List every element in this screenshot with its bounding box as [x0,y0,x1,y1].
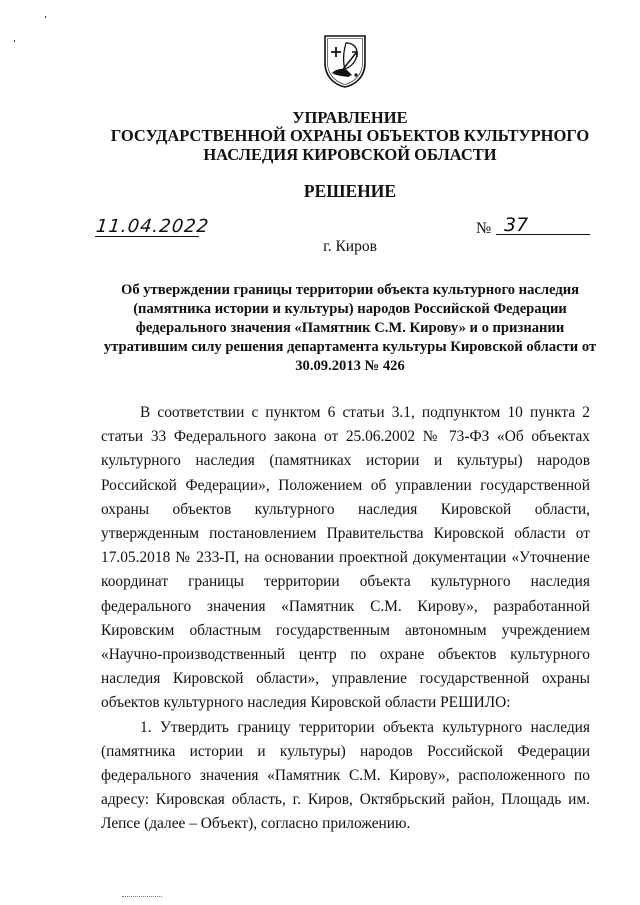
body-paragraph-preamble: В соответствии с пунктом 6 статьи 3.1, подпунктом 10 пункта 2 статьи 33 Федерального закона от 25.06.2002 № 73-ФЗ «Об объектах культурного наследия (памятниках истории и культуры) народов Российской Федерации», Положением об управлении государственной охраны объектов культурного наследия Кировской области, утвержденным постановлением Правительства Кировской области от 17.05.2018 № 233-П, на основании проектной документации «Уточнение координат границы территории объекта культурного наследия федерального значения «Памятник С.М. Кирову», разработанной Кировским областным государственным автономным учреждением «Научно-производственный центр по охране объектов культурного наследия Кировской области», управление государственной охраны объектов культурного наследия Кировской области РЕШИЛО: [101,404,590,712]
org-name-line1: УПРАВЛЕНИЕ [292,108,408,127]
decision-body [101,401,590,837]
org-name-line2: ГОСУДАРСТВЕННОЙ ОХРАНЫ ОБЪЕКТОВ КУЛЬТУРНОГО [110,126,590,145]
document-type-title: РЕШЕНИЕ [303,181,397,201]
number-label: № [476,220,492,237]
decision-subject: Об утверждении границы территории объекта культурного наследия (памятника истории и культуры) народов Российской Федерации федерального значения «Памятник С.М. Кирову» и о признании утратившим силу решения департамента культуры Кировской области от 30.09.2013 № 426 [103,282,597,374]
body-paragraph-item-1: 1. Утвердить границу территории объекта культурного наследия (памятника истории и культуры) народов Российской Федерации федерального значения «Памятник С.М. Кирову», расположенного по адресу: Кировская область, г. Киров, Октябрьский район, Площадь им. Лепсе (далее – Объект), согласно приложению. [101,718,590,833]
scan-speck [14,40,15,42]
decision-date: 11.04.2022 [95,216,211,237]
city: г. Киров [323,238,377,255]
decision-number: 37 [496,216,590,235]
scan-speck [45,16,46,18]
org-name-line3: НАСЛЕДИЯ КИРОВСКОЙ ОБЛАСТИ [203,145,497,164]
kirov-coat-of-arms-icon [322,33,368,89]
scan-footer-mark [122,896,162,898]
